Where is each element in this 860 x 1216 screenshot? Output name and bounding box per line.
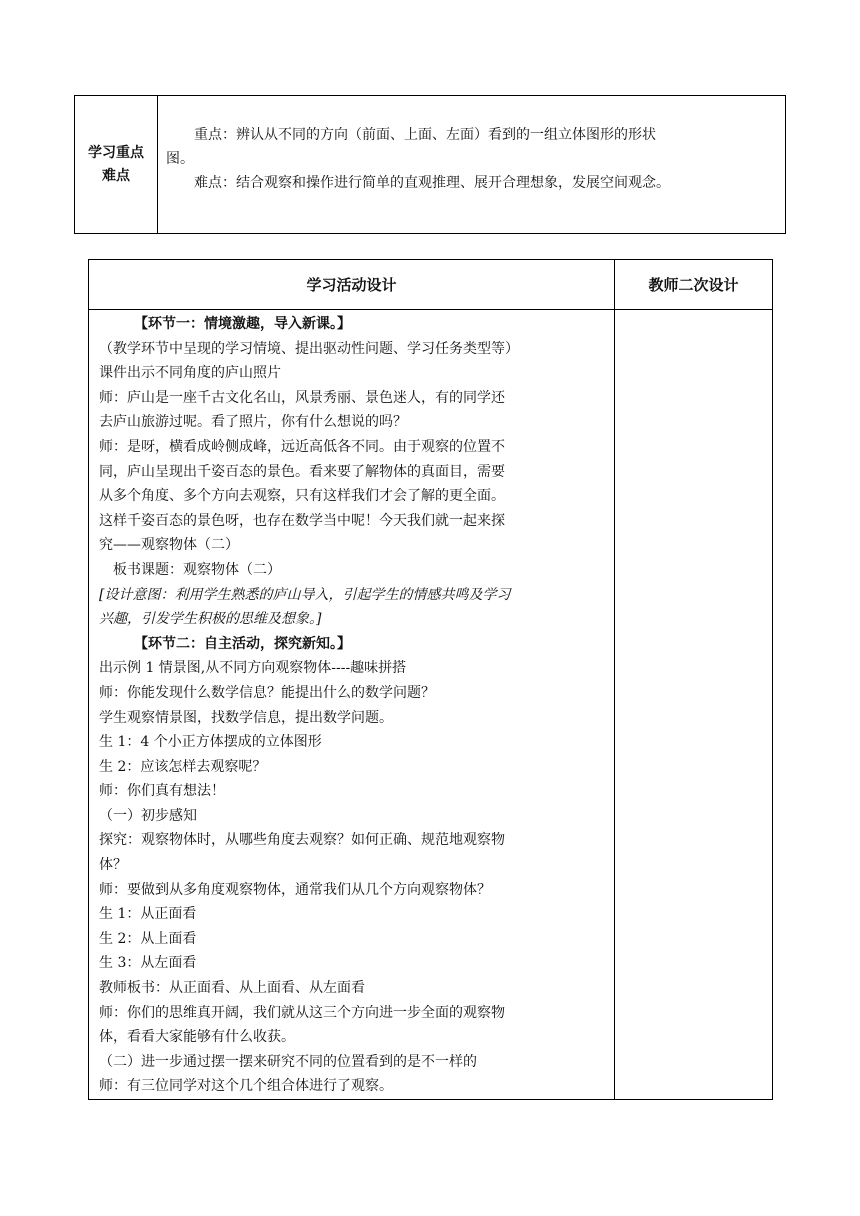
activity-line: 板书课题：观察物体（二） [113, 561, 281, 578]
activity-line: 师：庐山是一座千古文化名山，风景秀丽、景色迷人，有的同学还 [99, 389, 505, 406]
activity-line: 生 2：从上面看 [99, 930, 197, 947]
activity-line: 体，看看大家能够有什么收获。 [99, 1029, 295, 1046]
section-heading-2: 【环节二：自主活动，探究新知。】 [134, 635, 351, 652]
activity-line: 师：有三位同学对这个几个组合体进行了观察。 [99, 1078, 393, 1095]
activity-line: 同，庐山呈现出千姿百态的景色。看来要了解物体的真面目，需要 [99, 463, 505, 480]
activity-line: （二）进一步通过摆一摆来研究不同的位置看到的是不一样的 [99, 1053, 477, 1070]
activity-line: 体？ [99, 857, 127, 874]
activity-content-cell [89, 310, 615, 1100]
activity-line: 教师板书：从正面看、从上面看、从左面看 [99, 980, 365, 997]
activity-line: 师：是呀，横看成岭侧成峰，远近高低各不同。由于观察的位置不 [99, 438, 505, 455]
activity-line: 师：要做到从多角度观察物体，通常我们从几个方向观察物体？ [99, 881, 491, 898]
activity-line: 生 1：4 个小正方体摆成的立体图形 [99, 734, 322, 751]
difficulty-text: 难点：结合观察和操作进行简单的直观推理、展开合理想象，发展空间观念。 [194, 175, 670, 191]
activity-line: 去庐山旅游过呢。看了照片，你有什么想说的吗？ [99, 414, 407, 431]
activity-line: 究——观察物体（二） [99, 537, 239, 554]
key-point-text: 重点：辨认从不同的方向（前面、上面、左面）看到的一组立体图形的形状 [194, 127, 656, 143]
key-point-text-continued: 图。 [166, 151, 194, 167]
focus-difficulty-label [75, 96, 158, 234]
design-intent-text: 兴趣，引发学生积极的思维及想象。] [99, 611, 322, 628]
activity-line: 课件出示不同角度的庐山照片 [99, 365, 281, 382]
activity-line: 生 1：从正面看 [99, 906, 197, 923]
activity-line: （教学环节中呈现的学习情境、提出驱动性问题、学习任务类型等） [99, 340, 519, 357]
activity-line: 学生观察情景图，找数学信息，提出数学问题。 [99, 709, 393, 726]
section-heading-1: 【环节一：情境激趣，导入新课。】 [134, 316, 351, 332]
focus-difficulty-table [74, 95, 786, 234]
focus-difficulty-content [158, 96, 786, 234]
activity-line: （一）初步感知 [99, 807, 197, 824]
design-intent-text: [设计意图：利用学生熟悉的庐山导入，引起学生的情感共鸣及学习 [99, 586, 511, 603]
activity-line: 探究：观察物体时，从哪些角度去观察？如何正确、规范地观察物 [99, 832, 505, 849]
activity-line: 从多个角度、多个方向去观察，只有这样我们才会了解的更全面。 [99, 488, 505, 505]
activity-line: 出示例 1 情景图,从不同方向观察物体----趣味拼搭 [99, 660, 407, 677]
label-line-1: 学习重点 [88, 144, 144, 161]
activity-line: 师：你们真有想法！ [99, 783, 225, 800]
header-teacher-redesign: 教师二次设计 [615, 260, 773, 310]
activity-line: 生 3：从左面看 [99, 955, 197, 972]
activity-line: 这样千姿百态的景色呀，也存在数学当中呢！今天我们就一起来探 [99, 512, 505, 529]
activity-line: 生 2：应该怎样去观察呢？ [99, 758, 267, 775]
activity-design-table [88, 259, 773, 1100]
activity-line: 师：你们的思维真开阔，我们就从这三个方向进一步全面的观察物 [99, 1004, 505, 1021]
header-activity-design: 学习活动设计 [89, 260, 615, 310]
activity-line: 师：你能发现什么数学信息？能提出什么的数学问题？ [99, 684, 435, 701]
teacher-redesign-cell [615, 310, 773, 1100]
label-line-2: 难点 [102, 167, 130, 184]
